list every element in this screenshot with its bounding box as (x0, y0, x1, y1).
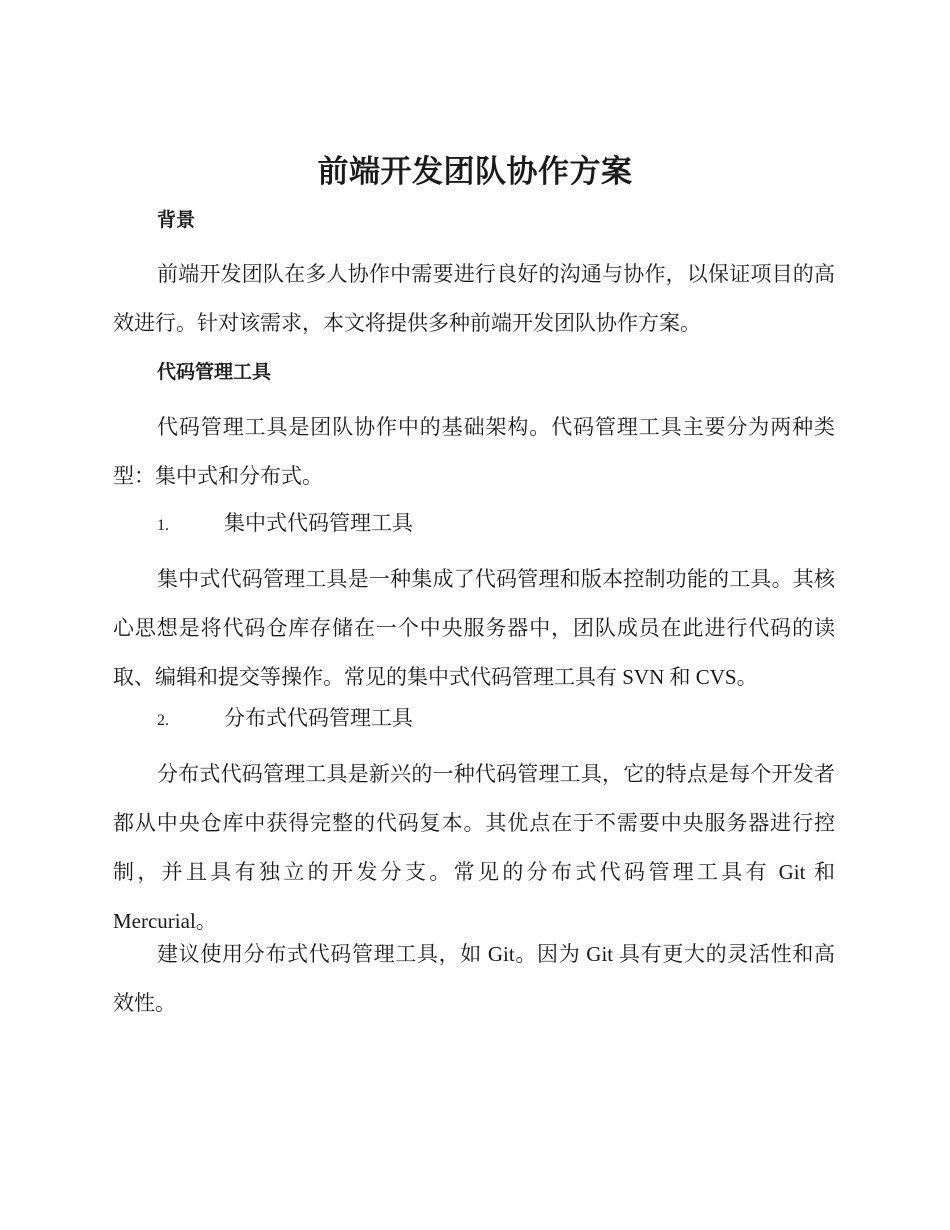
list-item-number: 2. (157, 712, 169, 729)
section-heading-background: 背景 (157, 209, 196, 231)
list-item-distributed (157, 703, 817, 736)
section-heading-code-tools: 代码管理工具 (157, 361, 272, 383)
recommendation-paragraph: 建议使用分布式代码管理工具，如 Git。因为 Git 具有更大的灵活性和高效性。 (113, 942, 835, 1015)
list-item-centralized (157, 508, 817, 541)
document-title: 前端开发团队协作方案 (317, 154, 633, 190)
list-item-number: 1. (157, 517, 169, 534)
distributed-description-paragraph: 分布式代码管理工具是新兴的一种代码管理工具，它的特点是每个开发者都从中央仓库中获得完整的代码复本。其优点在于不需要中央服务器进行控制，并且具有独立的开发分支。常见的分布式代码管理工具有 Git 和 Mercurial。 (113, 762, 835, 933)
code-tools-intro-paragraph: 代码管理工具是团队协作中的基础架构。代码管理工具主要分为两种类型：集中式和分布式。 (113, 415, 835, 488)
background-paragraph: 前端开发团队在多人协作中需要进行良好的沟通与协作，以保证项目的高效进行。针对该需求，本文将提供多种前端开发团队协作方案。 (113, 262, 835, 335)
centralized-description-paragraph: 集中式代码管理工具是一种集成了代码管理和版本控制功能的工具。其核心思想是将代码仓库存储在一个中央服务器中，团队成员在此进行代码的读取、编辑和提交等操作。常见的集中式代码管理工具有 SVN 和 CVS。 (113, 567, 835, 689)
list-item-label: 集中式代码管理工具 (224, 511, 413, 535)
list-item-label: 分布式代码管理工具 (224, 706, 413, 730)
